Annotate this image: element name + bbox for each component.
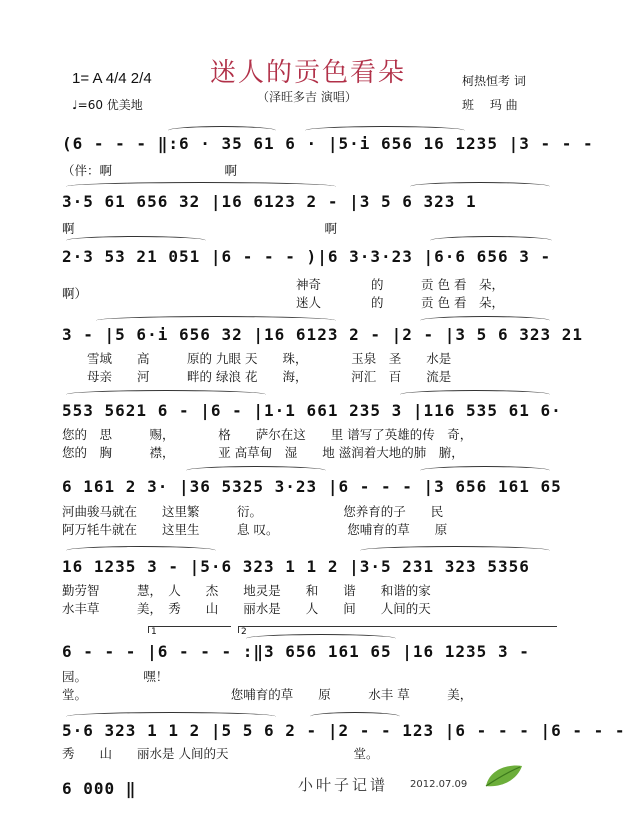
leaf-icon — [482, 762, 526, 790]
slur — [360, 546, 550, 555]
slur — [400, 390, 550, 399]
volta-1: 1 — [148, 626, 231, 633]
score-row-10: 6 000 ‖ — [62, 779, 137, 798]
lyric-line: 堂。 您哺育的草 原 水丰 草 美， — [62, 687, 473, 702]
lyric-line: 迷人 的 贡 色 看 朵， — [296, 295, 504, 310]
score-row-6: 6 161 2 3· |36 5325 3·23 |6 - - - |3 656 161 65 — [62, 477, 562, 496]
lyric-line: 啊 啊 — [62, 221, 338, 236]
slur — [186, 466, 326, 475]
singer-credit: （泽旺多吉 演唱） — [257, 90, 357, 104]
score-row-9: 5·6 323 1 1 2 |5 5 6 2 - |2 - - 123 |6 - - - |6 - - - — [62, 721, 626, 740]
lyric-line: 啊） — [62, 286, 88, 301]
lyric-line: 园。 嘿！ — [62, 669, 169, 684]
footer-date: 2012.07.09 — [410, 779, 468, 790]
score-row-1: (6 - - - ‖:6 · 35 61 6 · |5·i 656 16 1235 |3 - - - — [62, 134, 594, 153]
lyric-line: 神奇 的 贡 色 看 朵， — [296, 277, 504, 292]
score-row-2: 3·5 61 656 32 |16 6123 2 - |3 5 6 323 1 — [62, 192, 477, 211]
lyric-line: 阿万牦牛就在 这里生 息 叹。 您哺育的草 原 — [62, 522, 448, 537]
lyric-line: 河曲骏马就在 这里繁 衍。 您养育的子 民 — [62, 504, 444, 519]
slur — [66, 546, 216, 555]
slur — [410, 182, 550, 191]
lyric-line: 您的 胸 襟， 亚 高草甸 湿 地 滋润着大地的肺 腑， — [62, 445, 464, 460]
lyric-line: 雪域 高 原的 九眼 天 珠， 玉泉 圣 水是 — [62, 351, 452, 366]
lyric-line: 您的 思 赐， 格 萨尔在这 里 谱写了英雄的传 奇， — [62, 427, 473, 442]
slur — [66, 182, 336, 191]
score-row-3: 2·3 53 21 051 |6 - - - )|6 3·3·23 |6·6 656 3 - — [62, 247, 552, 266]
lyric-line: （伴：啊 啊 — [62, 163, 238, 178]
composer-credit: 班 玛 曲 — [462, 98, 518, 112]
score-row-5: 553 5621 6 - |6 - |1·1 661 235 3 |116 535 61 6· — [62, 401, 562, 420]
slur — [430, 236, 552, 245]
slur — [66, 236, 206, 245]
slur — [66, 390, 266, 399]
score-row-8: 6 - - - |6 - - - :‖3 656 161 65 |16 1235 3 - — [62, 642, 530, 661]
score-row-4: 3 - |5 6·i 656 32 |16 6123 2 - |2 - |3 5 6 323 21 — [62, 325, 584, 344]
key-signature: 1= A 4/4 2/4 — [72, 70, 152, 87]
lyric-line: 母亲 河 畔的 绿浪 花 海， 河汇 百 流是 — [62, 369, 452, 384]
footer-brand: 小叶子记谱 — [298, 776, 389, 794]
lyric-line: 勤劳智 慧， 人 杰 地灵是 和 谐 和谐的家 — [62, 583, 431, 598]
lyricist-credit: 柯热恒考 词 — [462, 74, 526, 88]
lyric-line: 水丰草 美， 秀 山 丽水是 人 间 人间的天 — [62, 601, 431, 616]
lyric-line: 秀 山 丽水是 人间的天 堂。 — [62, 746, 379, 761]
slur — [420, 466, 550, 475]
volta-2: 2 — [238, 626, 557, 633]
song-title: 迷人的贡色看朵 — [210, 58, 407, 88]
score-row-7: 16 1235 3 - |5·6 323 1 1 2 |3·5 231 323 5356 — [62, 557, 530, 576]
tempo-marking: ♩=60 优美地 — [72, 98, 143, 112]
